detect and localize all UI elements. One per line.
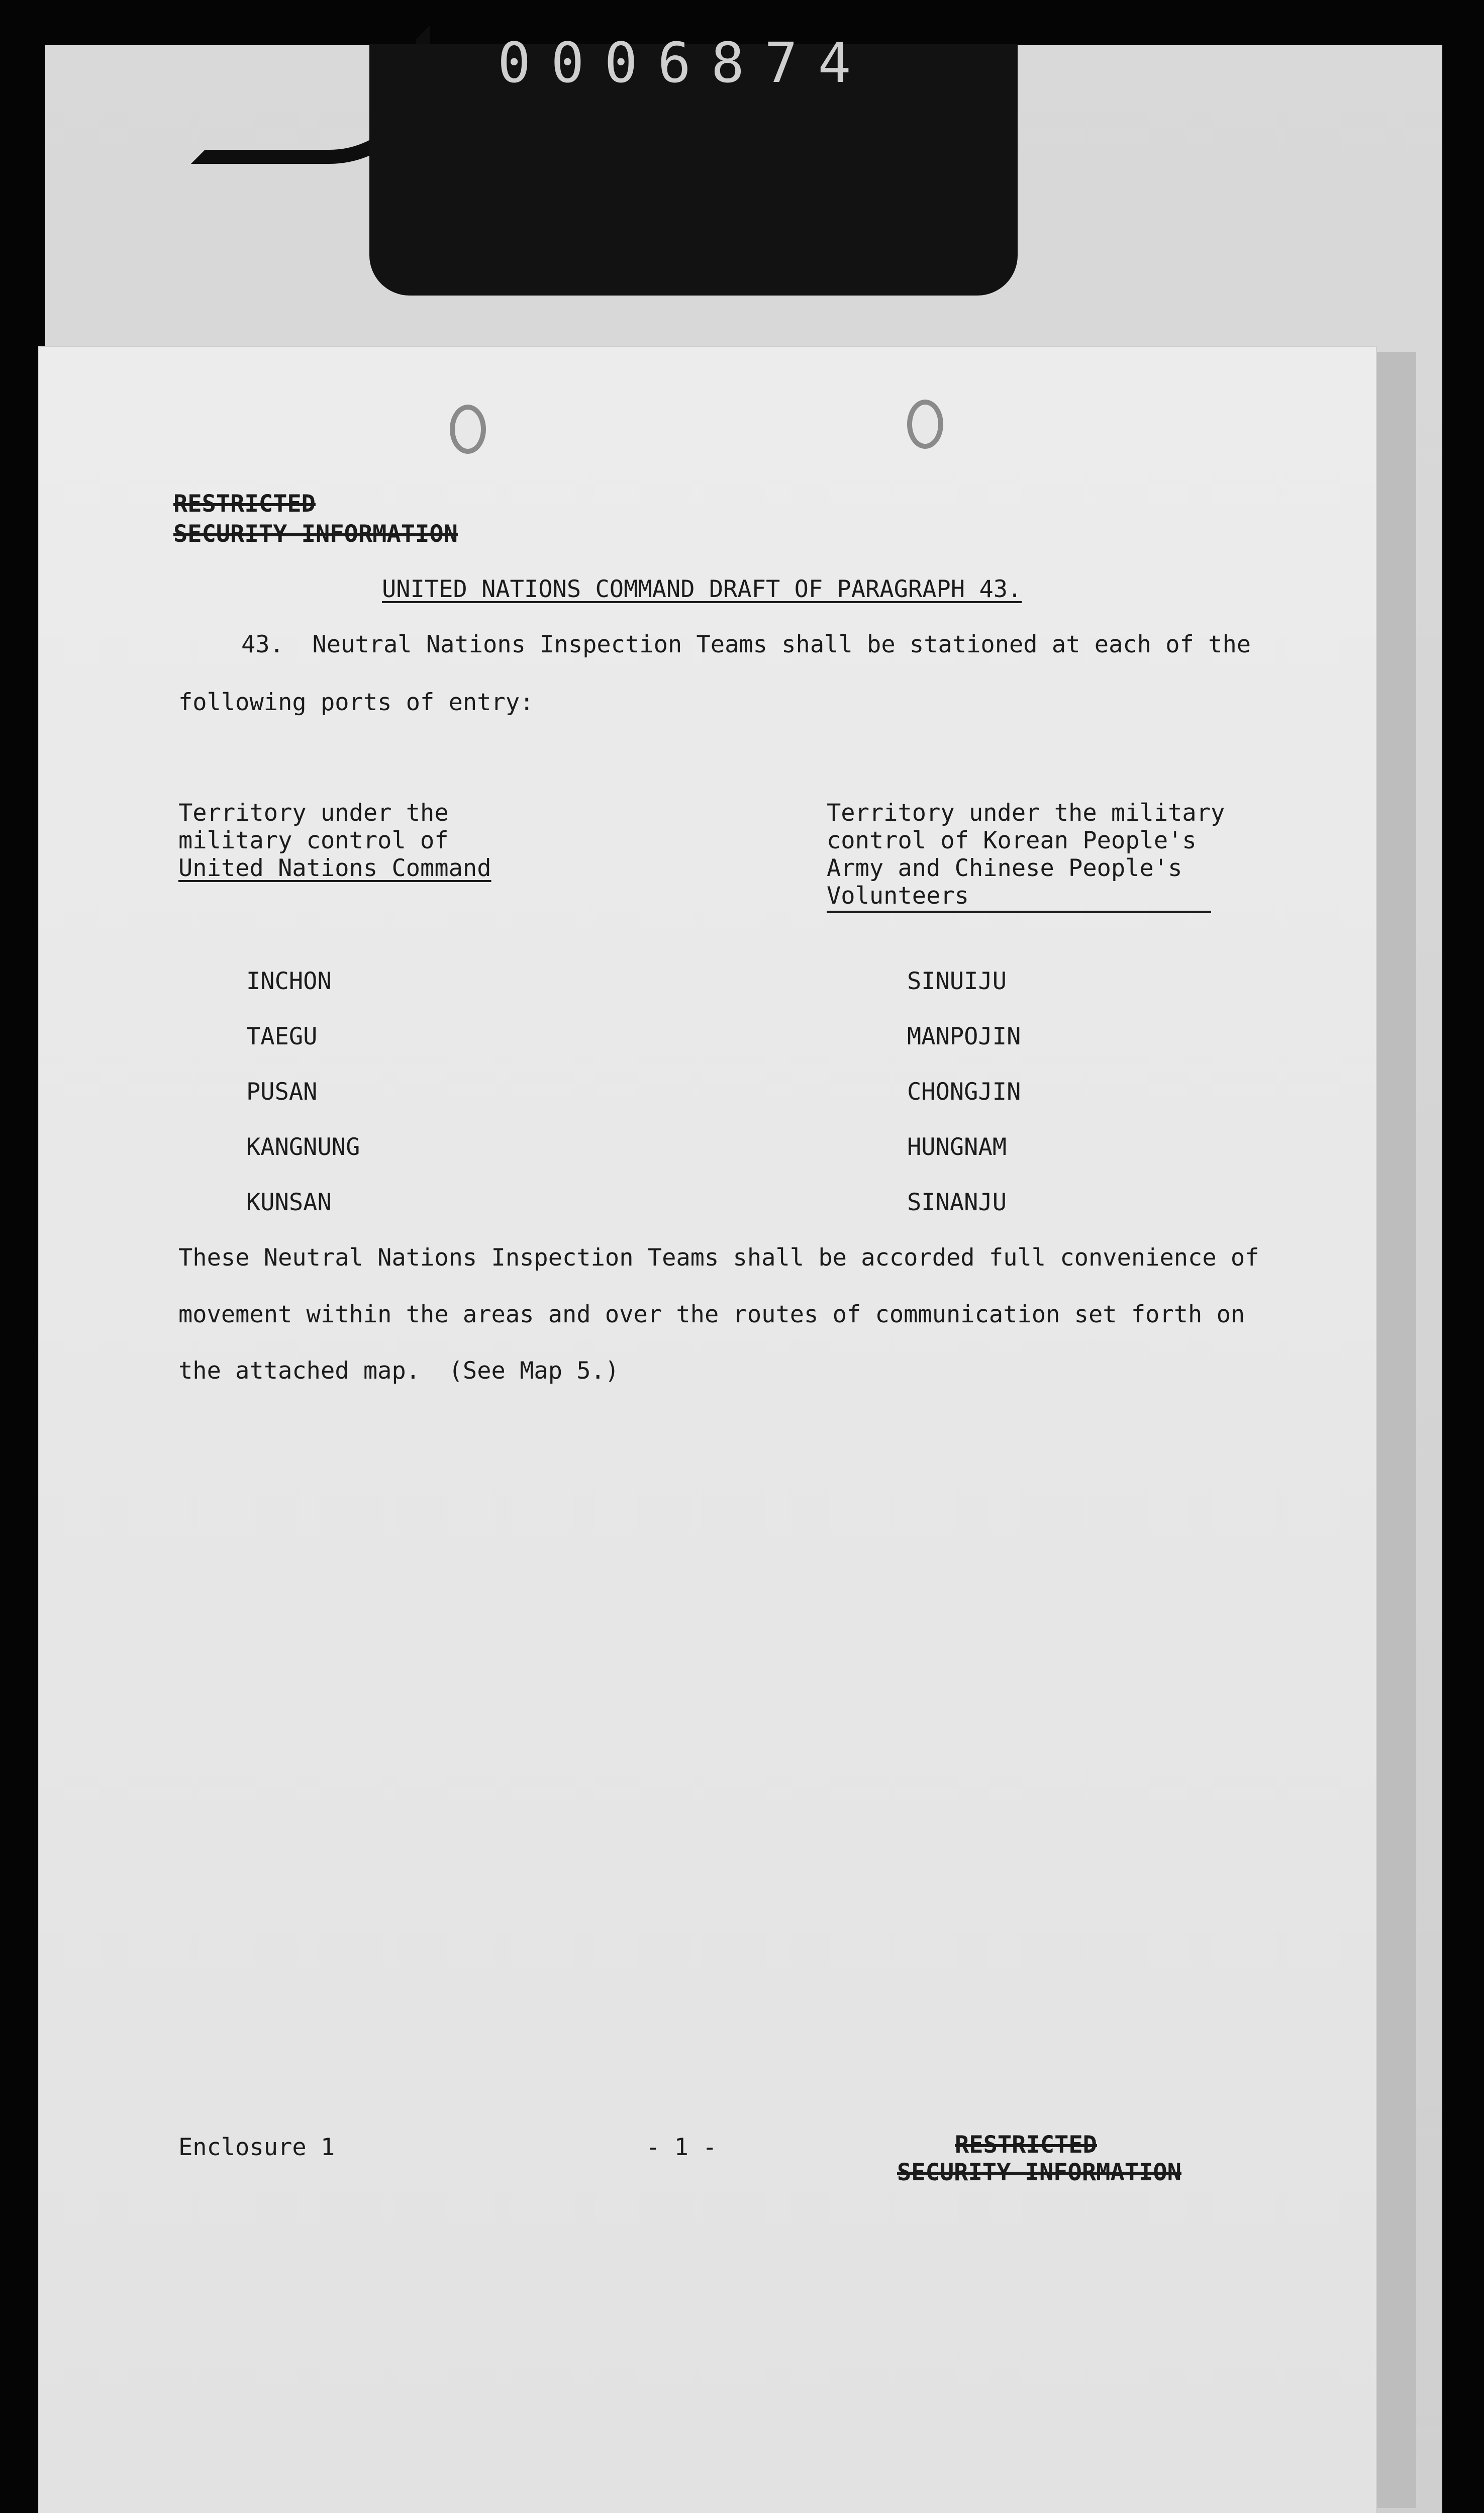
footer-classification-line2: SECURITY INFORMATION	[897, 2159, 1181, 2186]
right-port-3: CHONGJIN	[907, 1078, 1021, 1106]
closing-line-3: the attached map. (See Map 5.)	[178, 1357, 620, 1385]
punch-hole-icon	[907, 400, 943, 449]
punch-hole-icon	[450, 405, 486, 454]
stamp-counter: 0006874	[498, 31, 871, 95]
right-heading-line-1: Territory under the military	[827, 799, 1225, 827]
closing-line-1: These Neutral Nations Inspection Teams shall be accorded full convenience of	[178, 1244, 1259, 1272]
page-edge	[1376, 352, 1416, 2508]
right-port-2: MANPOJIN	[907, 1023, 1021, 1050]
left-port-2: TAEGU	[246, 1023, 318, 1050]
footer-page-number: - 1 -	[646, 2134, 717, 2161]
right-port-1: SINUIJU	[907, 968, 1007, 995]
closing-line-2: movement within the areas and over the routes of communication set forth on	[178, 1301, 1245, 1328]
intro-line-2: following ports of entry:	[178, 689, 534, 716]
right-heading-line-3: Army and Chinese People's	[827, 854, 1182, 882]
header-classification-line1: RESTRICTED	[173, 490, 316, 518]
left-port-4: KANGNUNG	[246, 1133, 360, 1161]
right-heading-line-4: Volunteers	[827, 882, 969, 910]
page-title: UNITED NATIONS COMMAND DRAFT OF PARAGRAPH 43.	[382, 575, 1022, 603]
right-heading-underline	[827, 911, 1211, 913]
left-port-5: KUNSAN	[246, 1189, 332, 1216]
right-port-4: HUNGNAM	[907, 1133, 1007, 1161]
intro-line-1: 43. Neutral Nations Inspection Teams shall be stationed at each of the	[241, 631, 1251, 658]
left-heading-line-2: military control of	[178, 827, 449, 854]
left-port-3: PUSAN	[246, 1078, 318, 1106]
left-heading-line-1: Territory under the	[178, 799, 449, 827]
footer-classification-line1: RESTRICTED	[955, 2131, 1097, 2159]
document-page	[39, 347, 1376, 2513]
right-port-5: SINANJU	[907, 1189, 1007, 1216]
right-heading-line-2: control of Korean People's	[827, 827, 1197, 854]
footer-enclosure: Enclosure 1	[178, 2134, 335, 2161]
left-heading-line-3: United Nations Command	[178, 854, 491, 882]
left-port-1: INCHON	[246, 968, 332, 995]
header-classification-line2: SECURITY INFORMATION	[173, 520, 458, 548]
